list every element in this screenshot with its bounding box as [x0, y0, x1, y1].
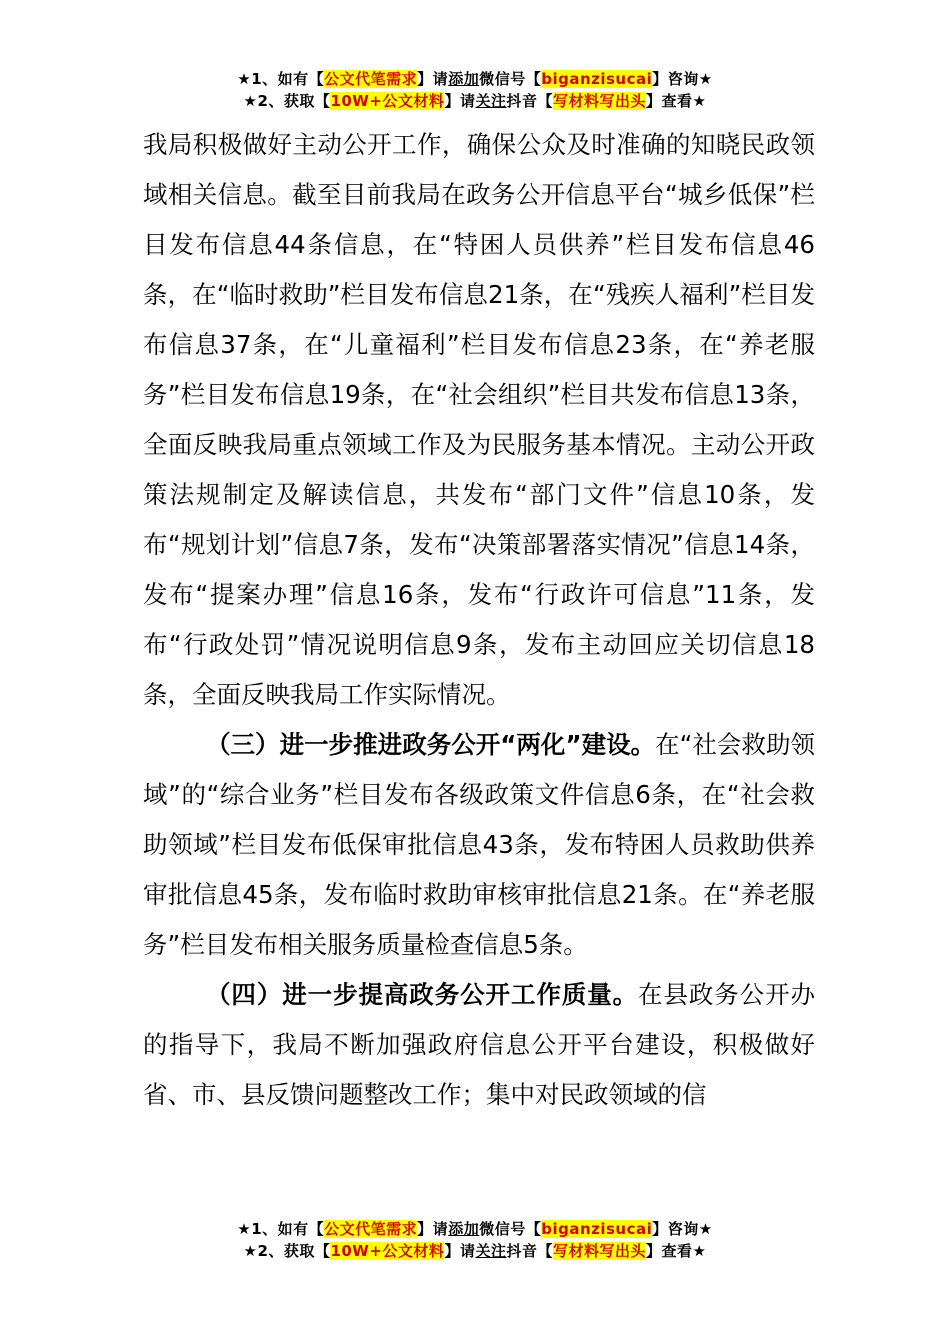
paragraph-3-body: 在县政务公开办的指导下，我局不断加强政府信息公开平台建设，积极做好省、市、县反馈问题整改工作；集中对民政领域的信 [143, 980, 816, 1109]
banner-text: 】咨询★ [652, 70, 713, 88]
banner-line-1 [0, 1218, 950, 1240]
document-body [143, 120, 815, 1120]
banner-text: ★1、如有【 [237, 1220, 325, 1238]
paragraph-2-body: 在“社会救助领域”的“综合业务”栏目发布各级政策文件信息6条，在“社会救助领域”栏目发布低保审批信息43条，发布特困人员救助供养审批信息45条，发布临时救助审核审批信息21条。在“养老服务”栏目发布相关服务质量检查信息5条。 [143, 730, 815, 959]
banner-text: ★2、获取【 [243, 92, 331, 110]
banner-underline: 添加 [448, 70, 480, 88]
banner-underline: 关注 [475, 1242, 507, 1260]
section-heading-3: （三）进一步推进政务公开“两化”建设。 [206, 730, 656, 759]
banner-text: 】请 [417, 70, 449, 88]
banner-text: 】咨询★ [652, 1220, 713, 1238]
paragraph-3 [143, 970, 815, 1120]
banner-highlight: 写材料写出头 [552, 92, 646, 110]
banner-text: 抖音【 [506, 1242, 553, 1260]
banner-highlight: 10W+公文材料 [330, 1242, 445, 1260]
banner-underline: 关注 [475, 92, 507, 110]
banner-text: 抖音【 [506, 92, 553, 110]
banner-highlight: biganzisucai [541, 1220, 653, 1238]
banner-highlight: 10W+公文材料 [330, 92, 445, 110]
banner-line-2 [0, 1240, 950, 1262]
banner-underline: 添加 [448, 1220, 480, 1238]
banner-line-2 [0, 90, 950, 112]
footer-banner [0, 1218, 950, 1262]
banner-highlight: 公文代笔需求 [324, 1220, 418, 1238]
banner-highlight: 公文代笔需求 [324, 70, 418, 88]
banner-text: 】请 [444, 92, 476, 110]
paragraph-1: 我局积极做好主动公开工作，确保公众及时准确的知晓民政领域相关信息。截至目前我局在政务公开信息平台“城乡低保”栏目发布信息44条信息，在“特困人员供养”栏目发布信息46条，在“临时救助”栏目发布信息21条，在“残疾人福利”栏目发布信息37条，在“儿童福利”栏目发布信息23条，在“养老服务”栏目发布信息19条，在“社会组织”栏目共发布信息13条，全面反映我局重点领域工作及为民服务基本情况。主动公开政策法规制定及解读信息，共发布“部门文件”信息10条，发布“规划计划”信息7条，发布“决策部署落实情况”信息14条，发布“提案办理”信息16条，发布“行政许可信息”11条，发布“行政处罚”情况说明信息9条，发布主动回应关切信息18条，全面反映我局工作实际情况。 [143, 130, 815, 709]
banner-text: 】请 [417, 1220, 449, 1238]
paragraph-2 [143, 720, 815, 970]
header-banner [0, 68, 950, 112]
banner-text: ★2、获取【 [243, 1242, 331, 1260]
banner-text: ★1、如有【 [237, 70, 325, 88]
banner-text: 】请 [444, 1242, 476, 1260]
section-heading-4: （四）进一步提高政务公开工作质量。 [206, 980, 639, 1009]
banner-text: 】查看★ [646, 92, 707, 110]
banner-text: 微信号【 [479, 1220, 542, 1238]
banner-line-1 [0, 68, 950, 90]
banner-highlight: 写材料写出头 [552, 1242, 646, 1260]
banner-text: 】查看★ [646, 1242, 707, 1260]
banner-highlight: biganzisucai [541, 70, 653, 88]
banner-text: 微信号【 [479, 70, 542, 88]
